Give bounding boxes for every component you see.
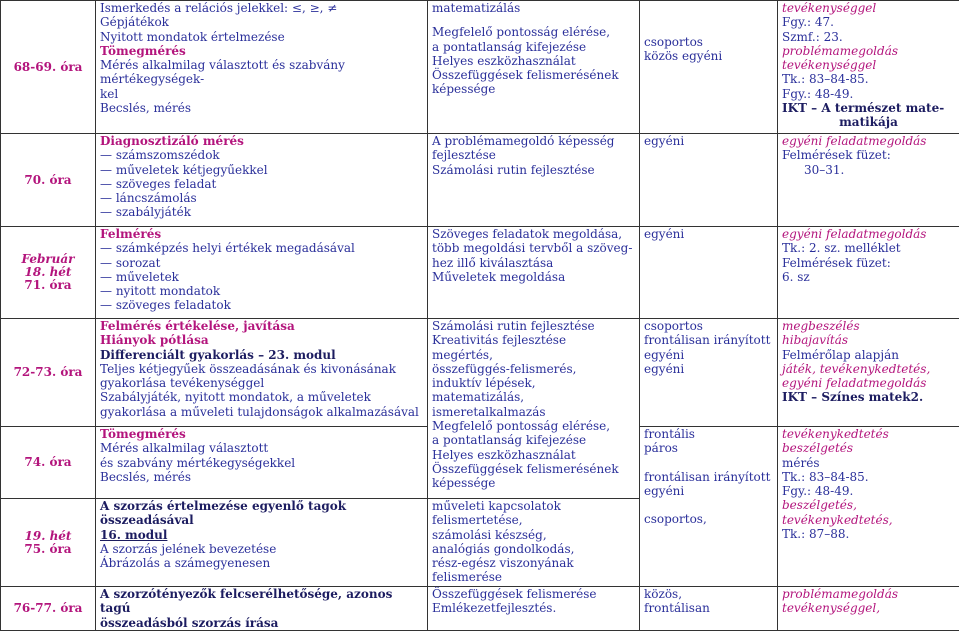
text-line: Ábrázolás a számegyenesen (100, 556, 423, 570)
hour-label: 71. óra (5, 279, 91, 292)
tools-cell (778, 227, 959, 319)
text-line: egyéni (644, 362, 773, 376)
text-line: Tk.: 83–84-85. (782, 470, 955, 484)
hour-label: 76-77. óra (5, 602, 91, 615)
work-form-cell (640, 1, 778, 134)
skills-cell (428, 134, 640, 227)
hour-cell (1, 319, 96, 427)
text-line: Tk.: 87–88. (782, 527, 955, 541)
method-text: beszélgetés (782, 441, 955, 455)
text-line: Számolási rutin fejlesztése (432, 319, 635, 333)
hour-cell (1, 1, 96, 134)
method-text: tevékenységgel (782, 1, 955, 15)
text-line: analógiás gondolkodás, (432, 542, 635, 556)
text-line: Emlékezetfejlesztés. (432, 601, 635, 615)
section-heading: Felmérés (100, 227, 423, 241)
text-line: Megfelelő pontosság elérése, (432, 419, 635, 433)
hour-cell (1, 587, 96, 631)
text-line: kel (100, 87, 423, 101)
text-line: Fgy.: 47. (782, 15, 955, 29)
module-label: Differenciált gyakorlás – 23. modul (100, 348, 423, 362)
work-form-cell (640, 427, 778, 587)
text-line: Teljes kétjegyűek összeadásának és kivonásának (100, 362, 423, 376)
text-line: Ismerkedés a relációs jelekkel: ≤, ≥, ≠ (100, 1, 423, 15)
text-line: egyéni (644, 348, 773, 362)
method-text: egyéni feladatmegoldás (782, 134, 955, 148)
text-line: frontálisan irányított (644, 470, 773, 484)
text-line: frontálisan irányított (644, 333, 773, 347)
content-cell (96, 427, 428, 499)
text-line: hez illő kiválasztása (432, 256, 635, 270)
text-line: — nyitott mondatok (100, 284, 423, 298)
text-line: rész-egész viszonyának (432, 556, 635, 570)
content-cell (96, 227, 428, 319)
text-line: képessége (432, 82, 635, 96)
section-heading: Diagnosztizáló mérés (100, 134, 423, 148)
text-line: csoportos, (644, 512, 773, 526)
text-line: ismeretalkalmazás (432, 405, 635, 419)
method-text: beszélgetés, (782, 498, 955, 512)
hour-label: 68-69. óra (5, 61, 91, 74)
topic-heading: A szorzás értelmezése egyenlő tagok összeadásával (100, 499, 423, 528)
work-form-cell (640, 227, 778, 319)
text-line: mérés (782, 456, 955, 470)
text-line: számolási készség, (432, 528, 635, 542)
tools-cell (778, 319, 959, 427)
text-line: — láncszámolás (100, 191, 423, 205)
hour-cell (1, 227, 96, 319)
work-form-cell (640, 587, 778, 631)
text-line: csoportos (644, 35, 773, 49)
skills-cell (428, 499, 640, 587)
text-line: Összefüggések felismerése (432, 587, 635, 601)
method-text: tevékenységgel (782, 58, 955, 72)
text-line: matematizálás (432, 1, 635, 15)
text-line: frontális (644, 427, 773, 441)
tools-cell (778, 134, 959, 227)
text-line: frontálisan (644, 601, 773, 615)
hour-cell (1, 134, 96, 227)
text-line: Szmf.: 23. (782, 30, 955, 44)
text-line: megértés, (432, 348, 635, 362)
text-line: Tk.: 2. sz. melléklet (782, 241, 955, 255)
text-line: Becslés, mérés (100, 470, 423, 484)
topic-heading: összeadásból szorzás írása (100, 616, 423, 630)
ikt-label: IKT – A természet mate- (782, 101, 955, 115)
text-line: gyakorlása tevékenységgel (100, 376, 423, 390)
text-line: Helyes eszközhasználat (432, 448, 635, 462)
text-line: Mérés alkalmilag választott és szabvány mértékegységek- (100, 58, 423, 87)
method-text: hibajavítás (782, 333, 955, 347)
section-heading: Tömegmérés (100, 427, 423, 441)
skills-cell (428, 227, 640, 319)
hour-cell (1, 427, 96, 499)
text-line: csoportos (644, 319, 773, 333)
text-line: páros (644, 441, 773, 455)
text-line: közös, (644, 587, 773, 601)
text-line: Fgy.: 48-49. (782, 87, 955, 101)
text-line: több megoldási tervből a szöveg- (432, 241, 635, 255)
text-line: egyéni (644, 484, 773, 498)
text-line: Nyitott mondatok értelmezése (100, 30, 423, 44)
text-line: és szabvány mértékegységekkel (100, 456, 423, 470)
text-line: képessége (432, 476, 635, 490)
text-line: egyéni (644, 227, 773, 241)
method-text: egyéni feladatmegoldás (782, 227, 955, 241)
text-line: matematizálás, (432, 390, 635, 404)
text-line: Helyes eszközhasználat (432, 54, 635, 68)
text-line: — szabályjáték (100, 205, 423, 219)
text-line: a pontatlanság kifejezése (432, 40, 635, 54)
content-cell (96, 499, 428, 587)
ikt-label: IKT – Színes matek2. (782, 390, 955, 404)
text-line: — műveletek (100, 270, 423, 284)
text-line: 6. sz (782, 270, 955, 284)
tools-cell (778, 587, 959, 631)
tools-cell (778, 427, 959, 587)
text-line: Összefüggések felismerésének (432, 462, 635, 476)
text-line: — szöveges feladat (100, 177, 423, 191)
text-line: 30–31. (782, 163, 955, 177)
text-line: felismertetése, (432, 513, 635, 527)
hour-label: 72-73. óra (5, 366, 91, 379)
text-line: felismerése (432, 570, 635, 584)
text-line: egyéni (644, 134, 773, 148)
method-text: egyéni feladatmegoldás (782, 376, 955, 390)
method-text: problémamegoldás (782, 44, 955, 58)
text-line: — számképzés helyi értékek megadásával (100, 241, 423, 255)
text-line: Fgy.: 48-49. (782, 484, 955, 498)
method-text: tevékenykedtetés, (782, 513, 955, 527)
text-line: fejlesztése (432, 148, 635, 162)
text-line: A szorzás jelének bevezetése (100, 542, 423, 556)
hour-cell (1, 499, 96, 587)
text-line: A problémamegoldó képesség (432, 134, 635, 148)
section-heading: Hiányok pótlása (100, 333, 423, 347)
content-cell (96, 587, 428, 631)
text-line: Felmérések füzet: (782, 256, 955, 270)
hour-label: 74. óra (5, 456, 91, 469)
week-label: 18. hét (5, 266, 91, 279)
skills-cell (428, 587, 640, 631)
text-line: a pontatlanság kifejezése (432, 433, 635, 447)
work-form-cell (640, 134, 778, 227)
table-row (1, 319, 959, 427)
text-line: Gépjátékok (100, 15, 423, 29)
text-line: Összefüggések felismerésének (432, 68, 635, 82)
text-line: gyakorlása a műveleti tulajdonságok alkalmazásával (100, 405, 423, 419)
text-line: Becslés, mérés (100, 101, 423, 115)
text-line: Megfelelő pontosság elérése, (432, 25, 635, 39)
hour-label: 70. óra (5, 174, 91, 187)
hour-label: 75. óra (5, 543, 91, 556)
content-cell (96, 134, 428, 227)
text-line: induktív lépések, (432, 376, 635, 390)
table-row (1, 587, 959, 631)
table-row (1, 227, 959, 319)
text-line: műveleti kapcsolatok (432, 499, 635, 513)
skills-cell (428, 319, 640, 499)
method-text: tevékenységgel, (782, 601, 955, 615)
module-label: 16. modul (100, 528, 423, 542)
ikt-label: matikája (782, 115, 955, 129)
text-line: közös egyéni (644, 49, 773, 63)
text-line: Tk.: 83–84-85. (782, 72, 955, 86)
text-line: Szabályjáték, nyitott mondatok, a műveletek (100, 390, 423, 404)
text-line: Szöveges feladatok megoldása, (432, 227, 635, 241)
text-line: — szöveges feladatok (100, 298, 423, 312)
text-line: összefüggés-felismerés, (432, 362, 635, 376)
method-text: problémamegoldás (782, 587, 955, 601)
month-label: Február (5, 253, 91, 266)
text-line: — számszomszédok (100, 148, 423, 162)
content-cell (96, 319, 428, 427)
text-line: Mérés alkalmilag választott (100, 441, 423, 455)
text-line: Számolási rutin fejlesztése (432, 163, 635, 177)
table-row (1, 134, 959, 227)
section-heading: Felmérés értékelése, javítása (100, 319, 423, 333)
topic-heading: A szorzótényezők felcserélhetősége, azonos tagú (100, 587, 423, 616)
text-line: Műveletek megoldása (432, 270, 635, 284)
work-form-cell (640, 319, 778, 427)
text-line: Felmérőlap alapján (782, 348, 955, 362)
section-heading: Tömegmérés (100, 44, 423, 58)
text-line: Felmérések füzet: (782, 148, 955, 162)
method-text: megbeszélés (782, 319, 955, 333)
tools-cell (778, 1, 959, 134)
text-line: — műveletek kétjegyűekkel (100, 163, 423, 177)
text-line: Kreativitás fejlesztése (432, 333, 635, 347)
method-text: játék, tevékenykedtetés, (782, 362, 955, 376)
table-row (1, 1, 959, 134)
content-cell (96, 1, 428, 134)
method-text: tevékenykedtetés (782, 427, 955, 441)
week-label: 19. hét (5, 530, 91, 543)
text-line: — sorozat (100, 256, 423, 270)
skills-cell (428, 1, 640, 134)
